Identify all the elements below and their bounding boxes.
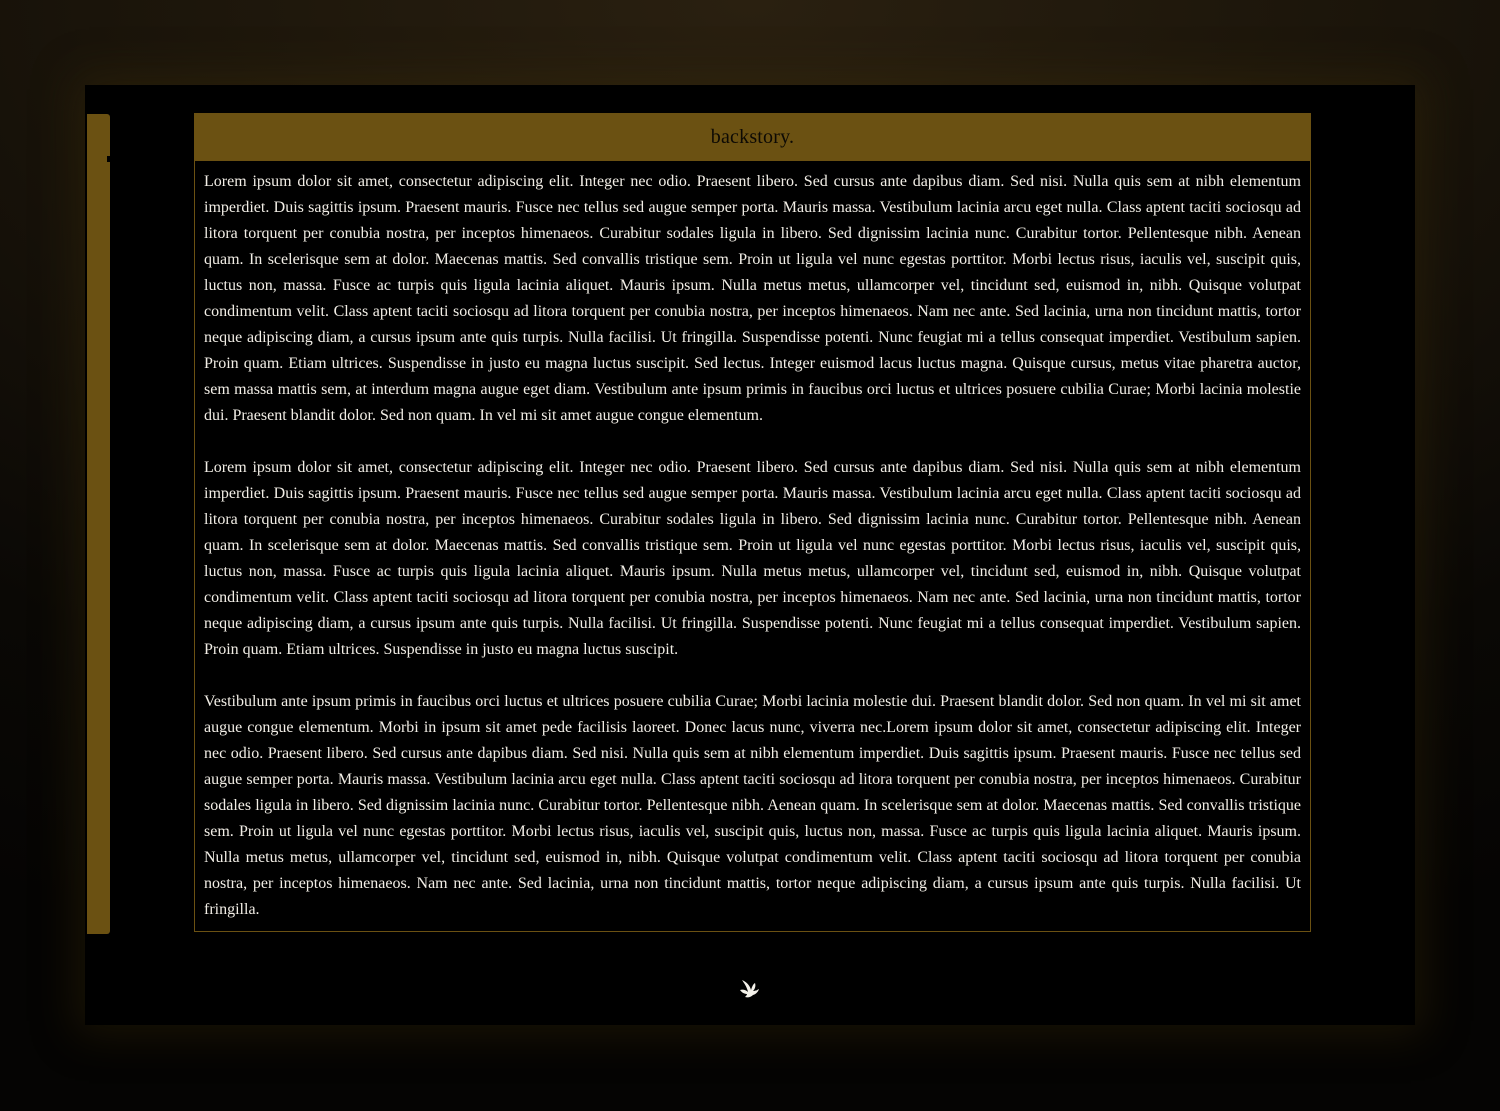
backstory-panel — [194, 113, 1311, 932]
dove-icon[interactable] — [738, 978, 762, 1000]
panel-title: backstory. — [710, 126, 795, 148]
panel-body[interactable] — [195, 161, 1310, 923]
side-tab-notch — [107, 156, 110, 162]
panel-header — [195, 114, 1310, 161]
paragraph: Lorem ipsum dolor sit amet, consectetur adipiscing elit. Integer nec odio. Praesent libero. Sed cursus ante dapibus diam. Sed nisi. Nulla quis sem at nibh elementum imperdiet. Duis sagittis ipsum. Praesent mauris. Fusce nec tellus sed augue semper porta. Mauris massa. Vestibulum lacinia arcu eget nulla. Class aptent taciti sociosqu ad litora torquent per conubia nostra, per inceptos himenaeos. Curabitur sodales ligula in libero. Sed dignissim lacinia nunc. Curabitur tortor. Pellentesque nibh. Aenean quam. In scelerisque sem at dolor. Maecenas mattis. Sed convallis tristique sem. Proin ut ligula vel nunc egestas porttitor. Morbi lectus risus, iaculis vel, suscipit quis, luctus non, massa. Fusce ac turpis quis ligula lacinia aliquet. Mauris ipsum. Nulla metus metus, ullamcorper vel, tincidunt sed, euismod in, nibh. Quisque volutpat condimentum velit. Class aptent taciti sociosqu ad litora torquent per conubia nostra, per inceptos himenaeos. Nam nec ante. Sed lacinia, urna non tincidunt mattis, tortor neque adipiscing diam, a cursus ipsum ante quis turpis. Nulla facilisi. Ut fringilla. Suspendisse potenti. Nunc feugiat mi a tellus consequat imperdiet. Vestibulum sapien. Proin quam. Etiam ultrices. Suspendisse in justo eu magna luctus suscipit. — [204, 459, 1301, 658]
paragraph: Vestibulum ante ipsum primis in faucibus orci luctus et ultrices posuere cubilia Curae; Morbi lacinia molestie dui. Praesent blandit dolor. Sed non quam. In vel mi sit amet augue congue elementum. Morbi in ipsum sit amet pede facilisis laoreet. Donec lacus nunc, viverra nec.Lorem ipsum dolor sit amet, consectetur adipiscing elit. Integer nec odio. Praesent libero. Sed cursus ante dapibus diam. Sed nisi. Nulla quis sem at nibh elementum imperdiet. Duis sagittis ipsum. Praesent mauris. Fusce nec tellus sed augue semper porta. Mauris massa. Vestibulum lacinia arcu eget nulla. Class aptent taciti sociosqu ad litora torquent per conubia nostra, per inceptos himenaeos. Curabitur sodales ligula in libero. Sed dignissim lacinia nunc. Curabitur tortor. Pellentesque nibh. Aenean quam. In scelerisque sem at dolor. Maecenas mattis. Sed convallis tristique sem. Proin ut ligula vel nunc egestas porttitor. Morbi lectus risus, iaculis vel, suscipit quis, luctus non, massa. Fusce ac turpis quis ligula lacinia aliquet. Mauris ipsum. Nulla metus metus, ullamcorper vel, tincidunt sed, euismod in, nibh. Quisque volutpat condimentum velit. Class aptent taciti sociosqu ad litora torquent per conubia nostra, per inceptos himenaeos. Nam nec ante. Sed lacinia, urna non tincidunt mattis, tortor neque adipiscing diam, a cursus ipsum ante quis turpis. Nulla facilisi. Ut fringilla. — [204, 693, 1301, 918]
paragraph: Lorem ipsum dolor sit amet, consectetur adipiscing elit. Integer nec odio. Praesent libero. Sed cursus ante dapibus diam. Sed nisi. Nulla quis sem at nibh elementum imperdiet. Duis sagittis ipsum. Praesent mauris. Fusce nec tellus sed augue semper porta. Mauris massa. Vestibulum lacinia arcu eget nulla. Class aptent taciti sociosqu ad litora torquent per conubia nostra, per inceptos himenaeos. Curabitur sodales ligula in libero. Sed dignissim lacinia nunc. Curabitur tortor. Pellentesque nibh. Aenean quam. In scelerisque sem at dolor. Maecenas mattis. Sed convallis tristique sem. Proin ut ligula vel nunc egestas porttitor. Morbi lectus risus, iaculis vel, suscipit quis, luctus non, massa. Fusce ac turpis quis ligula lacinia aliquet. Mauris ipsum. Nulla metus metus, ullamcorper vel, tincidunt sed, euismod in, nibh. Quisque volutpat condimentum velit. Class aptent taciti sociosqu ad litora torquent per conubia nostra, per inceptos himenaeos. Nam nec ante. Sed lacinia, urna non tincidunt mattis, tortor neque adipiscing diam, a cursus ipsum ante quis turpis. Nulla facilisi. Ut fringilla. Suspendisse potenti. Nunc feugiat mi a tellus consequat imperdiet. Vestibulum sapien. Proin quam. Etiam ultrices. Suspendisse in justo eu magna luctus suscipit. Sed lectus. Integer euismod lacus luctus magna. Quisque cursus, metus vitae pharetra auctor, sem massa mattis sem, at interdum magna augue eget diam. Vestibulum ante ipsum primis in faucibus orci luctus et ultrices posuere cubilia Curae; Morbi lacinia molestie dui. Praesent blandit dolor. Sed non quam. In vel mi sit amet augue congue elementum. — [204, 173, 1301, 424]
side-tab[interactable] — [87, 114, 110, 934]
dove-icon-graphic — [738, 978, 762, 1000]
